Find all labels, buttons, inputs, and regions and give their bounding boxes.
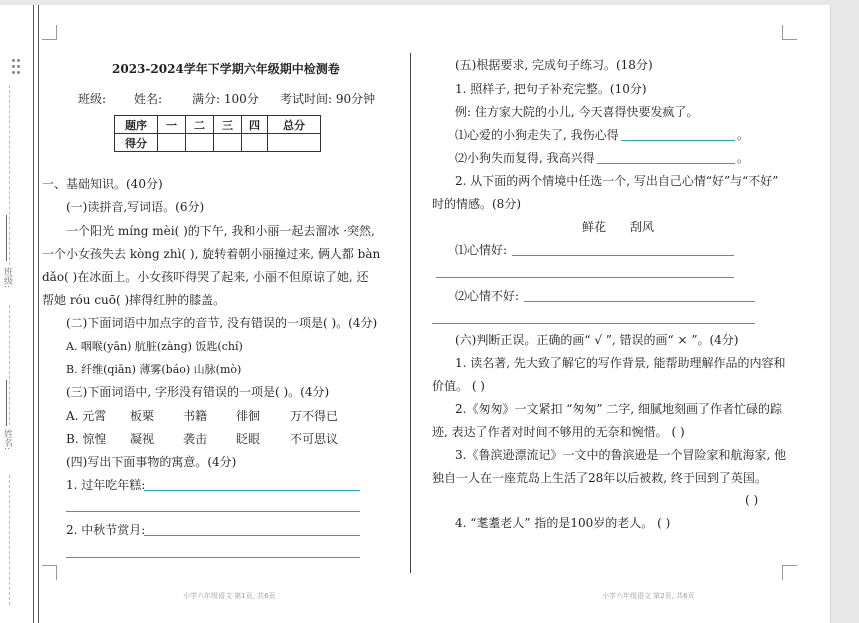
q3-option-b-3: 袭击 (183, 432, 208, 446)
judge-2-cont: 迹, 表达了作者对时间不够用的无奈和惋惜。 ( ) (432, 425, 685, 439)
scenario-wind: 刮风 (630, 220, 655, 234)
q1-title: (一)读拼音,写词语。(6分) (66, 200, 205, 214)
judge-1-cont: 价值。 ( ) (432, 379, 485, 393)
gutter-name-label: 姓名: (2, 429, 12, 451)
q3-option-a-5: 万不得已 (290, 409, 339, 423)
answer-line[interactable] (621, 140, 735, 141)
scenario-flowers: 鲜花 (582, 220, 607, 234)
judge-3-cont: 独自一人在一座荒岛上生活了28年以后被救, 终于回到了英国。 (432, 471, 767, 485)
gutter-line (33, 5, 34, 623)
period: 。 (737, 151, 750, 165)
crop-mark (42, 25, 57, 40)
cut-line (9, 475, 10, 605)
info-name: 姓名: (134, 92, 163, 106)
info-score: 满分: 100分 (192, 92, 259, 106)
crop-mark (782, 25, 797, 40)
answer-line[interactable] (66, 511, 360, 512)
name-underline (6, 380, 7, 426)
score-cell (158, 134, 186, 152)
judge-4: 4. “耄耋老人” 指的是100岁的老人。 ( ) (455, 516, 671, 530)
judge-3: 3.《鲁滨逊漂流记》一文中的鲁滨逊是一个冒险家和航海家, 他 (455, 448, 787, 462)
q4-title: (四)写出下面事物的寓意。(4分) (66, 455, 237, 469)
s5-task-2-cont: 时的情感。(8分) (432, 197, 521, 211)
mood-bad-label: ⑵心情不好: (455, 289, 520, 303)
score-cell (186, 134, 214, 152)
judge-3-answer: ( ) (745, 493, 759, 507)
q3-option-a-3: 书籍 (183, 409, 208, 423)
answer-line[interactable] (436, 277, 734, 278)
section-5-title: (五)根据要求, 完成句子练习。(18分) (455, 58, 653, 72)
score-row-label: 得分 (115, 134, 158, 152)
footer-left: 小学六年级语文 第1页, 共6页 (183, 592, 276, 600)
q4-item-1: 1. 过年吃年糕: (66, 478, 146, 492)
s5-task-1: 1. 照样子, 把句子补充完整。(10分) (455, 82, 647, 96)
answer-line[interactable] (144, 490, 360, 491)
gutter-line (38, 5, 39, 623)
exam-page (0, 5, 831, 623)
answer-line[interactable] (144, 535, 360, 536)
q3-option-a-2: 板栗 (130, 409, 155, 423)
exam-title: 2023-2024学年下学期六年级期中检测卷 (112, 62, 340, 76)
q4-item-2: 2. 中秋节赏月: (66, 523, 146, 537)
section-1-title: 一、基础知识。(40分) (42, 177, 163, 191)
q3-option-a-4: 徘徊 (236, 409, 261, 423)
judge-1: 1. 读名著, 先大致了解它的写作背景, 能帮助理解作品的内容和 (455, 356, 786, 370)
score-header: 题序 (115, 116, 158, 134)
column-divider (410, 53, 411, 573)
gutter-class-label: 班级: (2, 267, 12, 289)
score-header: 二 (186, 116, 214, 134)
s5-task-2: 2. 从下面的两个情境中任选一个, 写出自己心情“好”与“不好” (455, 174, 779, 188)
answer-line[interactable] (432, 323, 755, 324)
score-header: 总分 (268, 116, 321, 134)
info-class: 班级: (78, 92, 107, 106)
score-header: 三 (214, 116, 242, 134)
q3-option-a-1: A. 元霄 (66, 409, 107, 423)
score-table (114, 115, 321, 152)
info-time: 考试时间: 90分钟 (280, 92, 376, 106)
score-cell (268, 134, 321, 152)
footer-right: 小学六年级语文 第2页, 共6页 (602, 592, 695, 600)
mood-good-label: ⑴心情好: (455, 243, 508, 257)
score-header: 一 (158, 116, 186, 134)
q3-option-b-2: 凝视 (130, 432, 155, 446)
q1-text: 一个阳光 míng mèi( )的下午, 我和小丽一起去溜冰 ·突然, (66, 224, 375, 238)
q3-option-b-4: 眨眼 (236, 432, 261, 446)
class-underline (6, 215, 7, 261)
s5-item-b: ⑵小狗失而复得, 我高兴得 (455, 151, 595, 165)
period: 。 (737, 128, 750, 142)
cut-line (9, 85, 10, 265)
section-6-title: (六)判断正误。正确的画“ √ ”, 错误的画“ × ”。(4分) (455, 333, 739, 347)
crop-mark (42, 565, 57, 580)
q1-text: 帮她 róu cuō( )摔得红肿的膝盖。 (42, 293, 226, 307)
answer-line[interactable] (524, 301, 755, 302)
q3-title: (三)下面词语中, 字形没有错误的一项是( )。(4分) (66, 385, 330, 399)
cut-line (9, 305, 10, 425)
s5-item-a: ⑴心爱的小狗走失了, 我伤心得 (455, 128, 619, 142)
q2-title: (二)下面词语中加点字的音节, 没有错误的一项是( )。(4分) (66, 316, 378, 330)
q2-option-b: B. 纤维(qiān) 薄雾(báo) 山脉(mò) (66, 363, 242, 376)
q1-text: 一个小女孩失去 kòng zhì( ), 旋转着朝小丽撞过来, 俩人都 bàn (42, 247, 381, 261)
judge-2: 2.《匆匆》一文紧扣 “匆匆” 二字, 细腻地刻画了作者忙碌的踪 (455, 402, 782, 416)
q3-option-b-1: B. 惊惶 (66, 432, 107, 446)
s5-example: 例: 住方家大院的小儿, 今天喜得快要发疯了。 (455, 105, 699, 119)
score-header: 四 (242, 116, 268, 134)
q1-text: dǎo( )在冰面上。小女孩吓得哭了起来, 小丽不但原谅了她, 还 (42, 270, 369, 284)
binding-gutter (0, 5, 40, 623)
score-cell (214, 134, 242, 152)
answer-line[interactable] (512, 255, 734, 256)
drag-handle-icon[interactable] (12, 59, 22, 75)
crop-mark (782, 565, 797, 580)
answer-line[interactable] (66, 557, 360, 558)
q3-option-b-5: 不可思议 (290, 432, 339, 446)
answer-line[interactable] (597, 163, 735, 164)
score-cell (242, 134, 268, 152)
q2-option-a: A. 咽喉(yān) 肮脏(zàng) 饭匙(chí) (66, 340, 243, 353)
